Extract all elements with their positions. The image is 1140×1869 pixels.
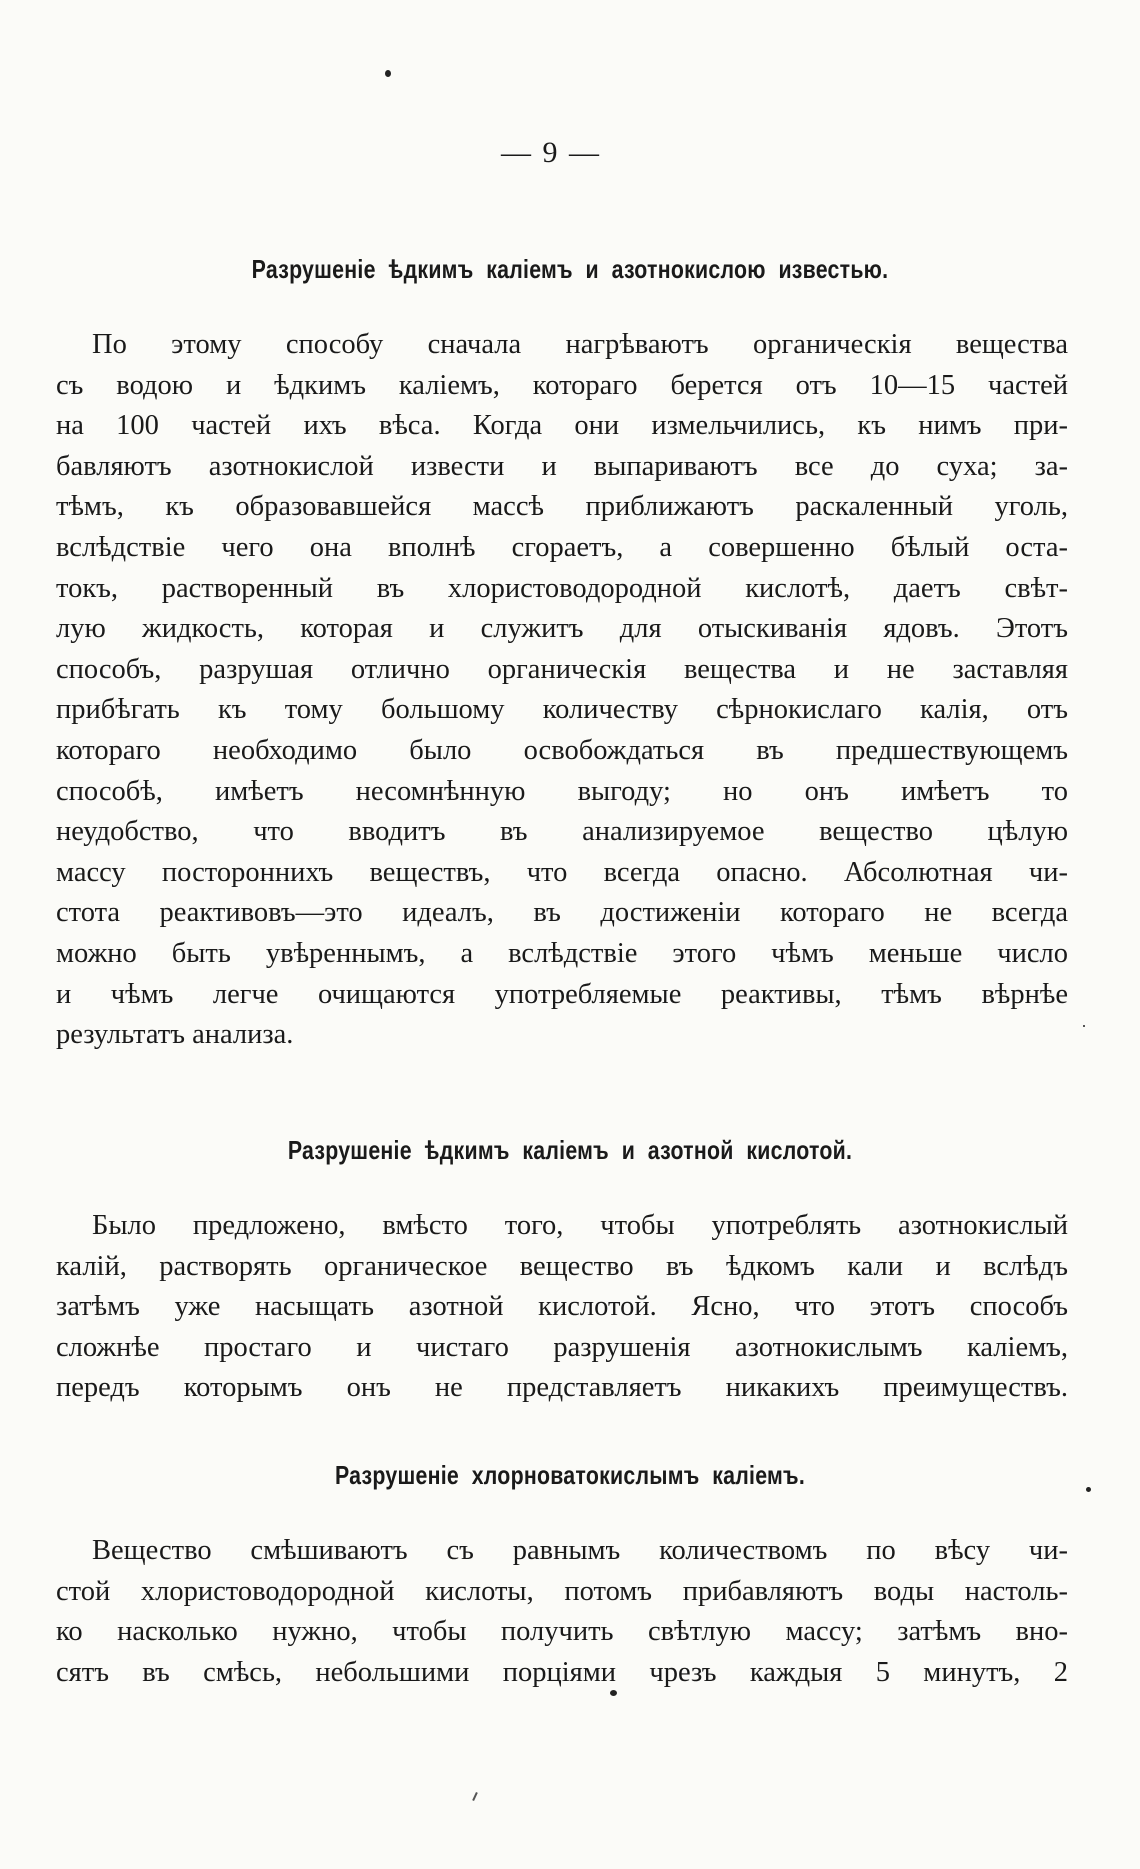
text-line: можно быть увѣреннымъ, а вслѣдствіе этого чѣмъ меньше число <box>56 937 1068 969</box>
ink-speck-right <box>1086 1487 1091 1492</box>
paragraph-koh-nitric-acid <box>56 1206 1068 1409</box>
text-line: вслѣдствіе чего она вполнѣ сгораетъ, а совершенно бѣлый оста- <box>56 531 1068 563</box>
text-line: ко насколько нужно, чтобы получить свѣтлую массу; затѣмъ вно- <box>56 1616 1068 1648</box>
section-heading-koh-nitric-acid: Разрушеніе ѣдкимъ каліемъ и азотной кислотой. <box>287 1135 853 1165</box>
text-line: способѣ, имѣетъ несомнѣнную выгоду; но онъ имѣетъ то <box>56 775 1068 807</box>
text-line: неудобство, что вводитъ въ анализируемое вещество цѣлую <box>56 816 1068 848</box>
text-line: съ водою и ѣдкимъ каліемъ, котораго берется отъ 10—15 частей <box>56 369 1068 401</box>
text-line: сятъ въ смѣсь, небольшими порціями чрезъ каждыя 5 минутъ, 2 <box>56 1656 1068 1688</box>
text-line: котораго необходимо было освобождаться въ предшествующемъ <box>56 734 1068 766</box>
ink-speck-top <box>385 70 391 77</box>
paper-fleck <box>472 1792 478 1801</box>
text-line: затѣмъ уже насыщать азотной кислотой. Ясно, что этотъ способъ <box>56 1291 1068 1323</box>
text-line: лую жидкость, которая и служитъ для отыскиванія ядовъ. Этотъ <box>56 613 1068 645</box>
page-number: — 9 — <box>501 136 601 169</box>
section-heading-potassium-chlorate: Разрушеніе хлорноватокислымъ каліемъ. <box>334 1460 806 1490</box>
text-line: Вещество смѣшиваютъ съ равнымъ количествомъ по вѣсу чи- <box>92 1535 1068 1566</box>
paragraph-potassium-chlorate <box>56 1531 1068 1693</box>
text-line: калій, растворять органическое вещество въ ѣдкомъ кали и вслѣдъ <box>56 1250 1068 1282</box>
text-line: и чѣмъ легче очищаются употребляемые реактивы, тѣмъ вѣрнѣе <box>56 978 1068 1010</box>
paper-fleck <box>1083 1025 1085 1027</box>
text-line: передъ которымъ онъ не представляетъ никакихъ преимуществъ. <box>56 1372 1068 1404</box>
text-line: результатъ анализа. <box>56 1019 294 1051</box>
text-line: стой хлористоводородной кислоты, потомъ прибавляютъ воды настоль- <box>56 1575 1068 1607</box>
section-heading-koh-calcium-nitrate: Разрушеніе ѣдкимъ каліемъ и азотнокислою известью. <box>251 254 889 284</box>
text-line: сложнѣе простаго и чистаго разрушенія азотнокислымъ каліемъ, <box>56 1331 1068 1363</box>
text-line: По этому способу сначала нагрѣваютъ органическія вещества <box>92 329 1068 360</box>
text-line: прибѣгать къ тому большому количеству сѣрнокислаго калія, отъ <box>56 694 1068 726</box>
text-line: способъ, разрушая отлично органическія вещества и не заставляя <box>56 653 1068 685</box>
text-line: стота реактивовъ—это идеалъ, въ достиженіи котораго не всегда <box>56 897 1068 929</box>
text-line: токъ, растворенный въ хлористоводородной кислотѣ, даетъ свѣт- <box>56 572 1068 604</box>
paragraph-koh-calcium-nitrate <box>56 325 1068 1056</box>
text-line: Было предложено, вмѣсто того, чтобы употреблять азотнокислый <box>92 1210 1068 1241</box>
text-line: массу постороннихъ веществъ, что всегда опасно. Абсолютная чи- <box>56 856 1068 888</box>
text-line: тѣмъ, къ образовавшейся массѣ приближаютъ раскаленный уголь, <box>56 491 1068 523</box>
text-line: бавляютъ азотнокислой извести и выпариваютъ все до суха; за- <box>56 450 1068 482</box>
text-line: на 100 частей ихъ вѣса. Когда они измельчились, къ нимъ при- <box>56 410 1068 442</box>
